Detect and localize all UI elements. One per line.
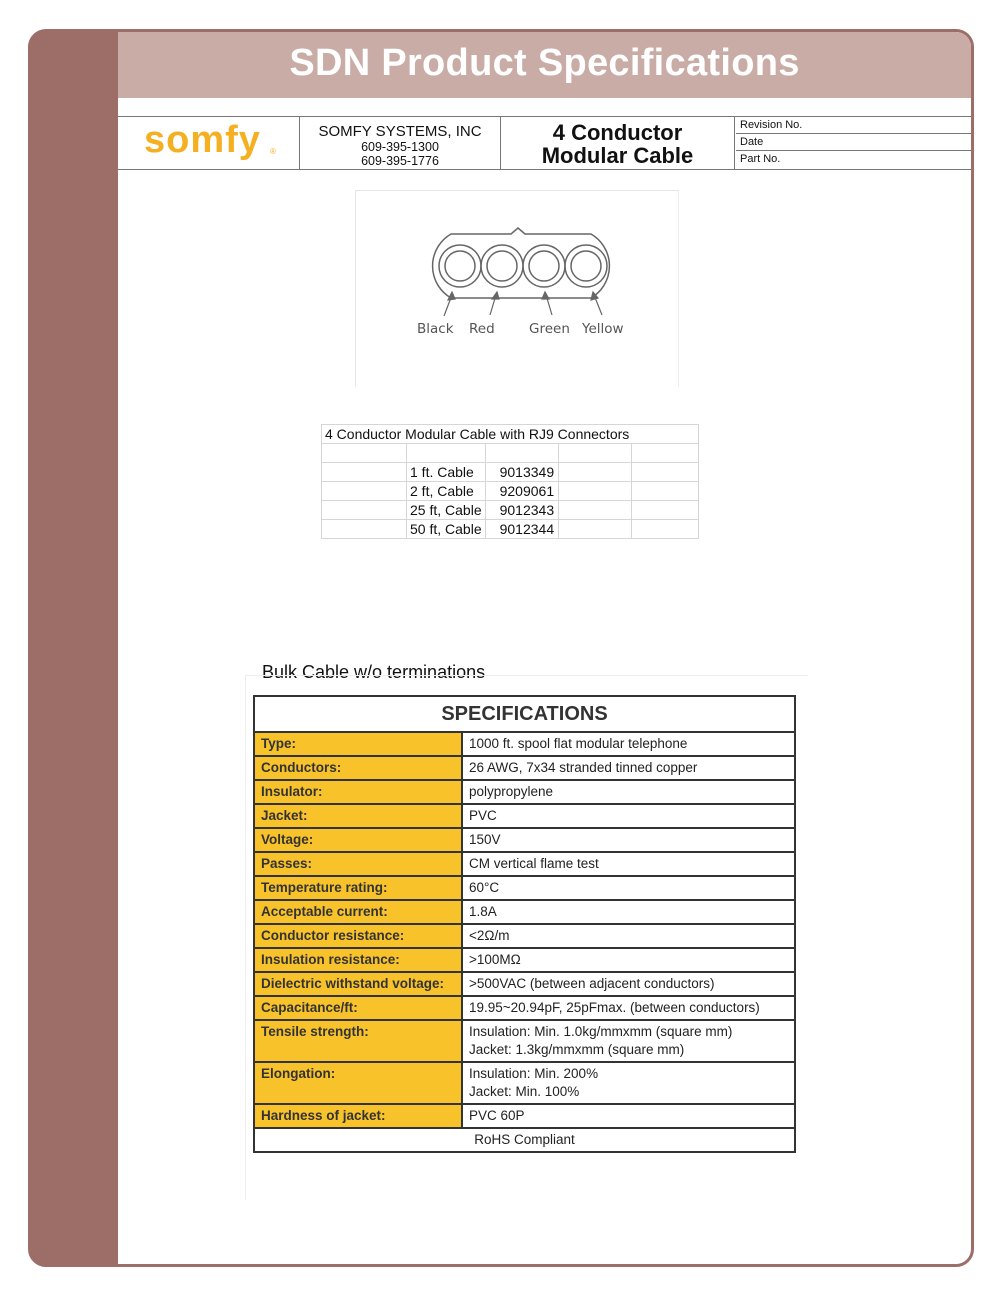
product-name bbox=[501, 117, 735, 169]
page-title: SDN Product Specifications bbox=[118, 32, 971, 98]
part-no-field: Part No. bbox=[740, 153, 781, 165]
spec-value: 1000 ft. spool flat modular telephone bbox=[462, 732, 795, 756]
spec-label: Conductors: bbox=[254, 756, 462, 780]
spec-label: Passes: bbox=[254, 852, 462, 876]
spec-row bbox=[254, 852, 795, 876]
document-meta bbox=[736, 117, 971, 169]
wire-label-black: Black bbox=[417, 321, 454, 337]
spec-row bbox=[254, 900, 795, 924]
spec-value: <2Ω/m bbox=[462, 924, 795, 948]
spec-label: Temperature rating: bbox=[254, 876, 462, 900]
spec-value: 26 AWG, 7x34 stranded tinned copper bbox=[462, 756, 795, 780]
product-line-1: 4 Conductor bbox=[552, 120, 683, 145]
conductor-core-4 bbox=[571, 251, 601, 281]
bulk-cable-label: Bulk Cable w/o terminations bbox=[262, 662, 486, 682]
spec-value: 60°C bbox=[462, 876, 795, 900]
spec-label: Insulator: bbox=[254, 780, 462, 804]
order-table bbox=[321, 424, 699, 539]
wire-label-green: Green bbox=[529, 321, 570, 337]
spec-row bbox=[254, 948, 795, 972]
table-row bbox=[322, 520, 699, 539]
page-content bbox=[118, 32, 971, 1264]
table-row bbox=[322, 482, 699, 501]
spec-label: Dielectric withstand voltage: bbox=[254, 972, 462, 996]
pointer-arrowhead-3 bbox=[542, 292, 549, 299]
order-table-blank-row bbox=[322, 444, 699, 463]
spec-value: 19.95~20.94pF, 25pFmax. (between conductors) bbox=[462, 996, 795, 1020]
spec-label: Type: bbox=[254, 732, 462, 756]
spec-value: PVC bbox=[462, 804, 795, 828]
cable-length: 1 ft. Cable bbox=[407, 463, 486, 482]
spec-label: Hardness of jacket: bbox=[254, 1104, 462, 1128]
pointer-arrowhead-2 bbox=[492, 292, 499, 299]
spec-row bbox=[254, 876, 795, 900]
spec-label: Conductor resistance: bbox=[254, 924, 462, 948]
spec-value: 1.8A bbox=[462, 900, 795, 924]
spec-label: Tensile strength: bbox=[254, 1020, 462, 1062]
company-name: SOMFY SYSTEMS, INC bbox=[318, 123, 482, 140]
wire-label-yellow: Yellow bbox=[582, 321, 624, 337]
company-phone-1: 609-395-1300 bbox=[361, 140, 439, 154]
spec-row bbox=[254, 924, 795, 948]
spec-label: Capacitance/ft: bbox=[254, 996, 462, 1020]
product-line-2: Modular Cable bbox=[541, 143, 694, 168]
spec-value: CM vertical flame test bbox=[462, 852, 795, 876]
spec-label: Insulation resistance: bbox=[254, 948, 462, 972]
cable-length: 2 ft, Cable bbox=[407, 482, 486, 501]
spec-label: Voltage: bbox=[254, 828, 462, 852]
spec-row bbox=[254, 972, 795, 996]
spec-label: Acceptable current: bbox=[254, 900, 462, 924]
spec-value-line-1: Insulation: Min. 1.0kg/mmxmm (square mm) bbox=[469, 1024, 733, 1039]
spec-row bbox=[254, 1020, 795, 1062]
cable-cross-section-diagram bbox=[355, 190, 679, 387]
header-row bbox=[118, 116, 971, 170]
company-info bbox=[300, 117, 501, 169]
wire-label-red: Red bbox=[469, 321, 495, 337]
cable-diagram-svg bbox=[356, 191, 678, 387]
page-frame bbox=[28, 29, 974, 1267]
company-phone-2: 609-395-1776 bbox=[361, 154, 439, 168]
spec-row bbox=[254, 1062, 795, 1104]
spec-row bbox=[254, 996, 795, 1020]
spec-value bbox=[462, 1062, 795, 1104]
cable-length: 50 ft, Cable bbox=[407, 520, 486, 539]
spec-label: Jacket: bbox=[254, 804, 462, 828]
specifications-table bbox=[253, 695, 796, 1153]
spec-value-line-2: Jacket: Min. 100% bbox=[469, 1084, 580, 1099]
specifications-heading: SPECIFICATIONS bbox=[254, 696, 795, 732]
date-field: Date bbox=[736, 134, 971, 151]
spec-value bbox=[462, 1020, 795, 1062]
spec-label: Elongation: bbox=[254, 1062, 462, 1104]
rohs-compliant-note: RoHS Compliant bbox=[254, 1128, 795, 1152]
somfy-logo bbox=[118, 117, 300, 169]
conductor-core-1 bbox=[445, 251, 475, 281]
spec-value: polypropylene bbox=[462, 780, 795, 804]
order-table-title-row bbox=[322, 425, 699, 444]
spec-value: 150V bbox=[462, 828, 795, 852]
logo-registered-mark: ® bbox=[270, 147, 276, 156]
table-row bbox=[322, 501, 699, 520]
spec-value: >500VAC (between adjacent conductors) bbox=[462, 972, 795, 996]
spec-row bbox=[254, 828, 795, 852]
revision-no-field: Revision No. bbox=[736, 117, 971, 134]
spec-value: PVC 60P bbox=[462, 1104, 795, 1128]
part-number: 9012344 bbox=[485, 520, 558, 539]
spec-value-line-2: Jacket: 1.3kg/mmxmm (square mm) bbox=[469, 1042, 685, 1057]
spec-value-line-1: Insulation: Min. 200% bbox=[469, 1066, 599, 1081]
table-row bbox=[322, 463, 699, 482]
spec-value: >100MΩ bbox=[462, 948, 795, 972]
spec-row bbox=[254, 1104, 795, 1128]
spec-row bbox=[254, 804, 795, 828]
logo-text: somfy bbox=[144, 119, 261, 161]
cable-length: 25 ft, Cable bbox=[407, 501, 486, 520]
part-number: 9013349 bbox=[485, 463, 558, 482]
conductor-core-3 bbox=[529, 251, 559, 281]
part-number: 9012343 bbox=[485, 501, 558, 520]
spec-row bbox=[254, 732, 795, 756]
part-number: 9209061 bbox=[485, 482, 558, 501]
order-table-title: 4 Conductor Modular Cable with RJ9 Connectors bbox=[322, 425, 699, 444]
spec-row bbox=[254, 780, 795, 804]
spec-row bbox=[254, 756, 795, 780]
conductor-core-2 bbox=[487, 251, 517, 281]
